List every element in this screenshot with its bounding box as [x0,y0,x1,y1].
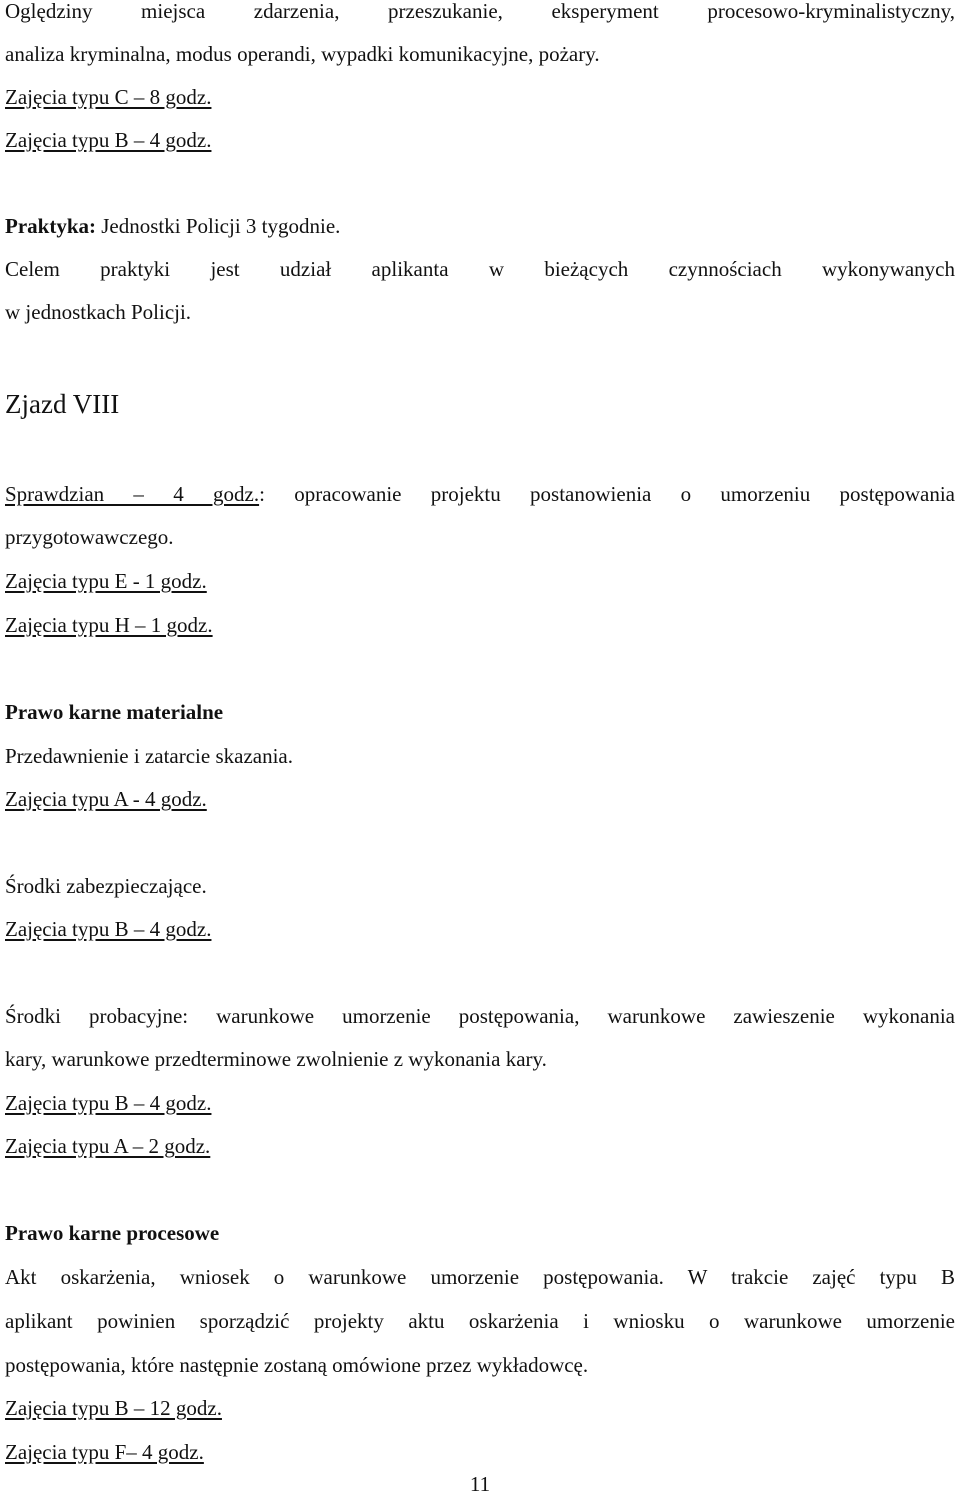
topic-limitation: Przedawnienie i zatarcie skazania. [5,744,294,768]
internship-goal-line-2: w jednostkach Policji. [5,300,192,324]
test-label: Sprawdzian – 4 godz. [5,482,260,506]
topic-probation-line-1: Środki probacyjne: warunkowe umorzenie postępowania, warunkowe zawieszenie wykonania [5,1004,955,1028]
page-number: 11 [469,1472,491,1496]
class-type-f-hours: Zajęcia typu F– 4 godz. [5,1440,204,1464]
section-heading-zjazd: Zjazd VIII [5,389,120,419]
internship-goal-line-1: Celem praktyki jest udział aplikanta w bieżących czynnościach wykonywanych [5,257,955,281]
class-type-e-hours: Zajęcia typu E - 1 godz. [5,569,207,593]
test-line-1 [5,479,955,509]
intro-topics-line-1: Oględziny miejsca zdarzenia, przeszukanie, eksperyment procesowo-kryminalistyczny, [5,0,955,23]
internship-text: Jednostki Policji 3 tygodnie. [96,214,341,238]
internship-line [5,211,340,241]
test-description: : opracowanie projektu postanowienia o umorzeniu postępowania [259,482,955,506]
procedure-text-line-1: Akt oskarżenia, wniosek o warunkowe umorzenie postępowania. W trakcie zajęć typu B [5,1265,955,1289]
class-type-b-hours-2: Zajęcia typu B – 4 godz. [5,917,212,941]
class-type-b-hours-4: Zajęcia typu B – 12 godz. [5,1396,222,1420]
class-type-a-hours-2: Zajęcia typu A – 2 godz. [5,1134,211,1158]
topic-security-measures: Środki zabezpieczające. [5,874,207,898]
test-line-2: przygotowawczego. [5,525,174,549]
class-type-c-hours: Zajęcia typu C – 8 godz. [5,85,212,109]
procedure-text-line-2: aplikant powinien sporządzić projekty aktu oskarżenia i wniosku o warunkowe umorzenie [5,1309,955,1333]
class-type-a-hours: Zajęcia typu A - 4 godz. [5,787,207,811]
heading-substantive-criminal-law: Prawo karne materialne [5,700,224,724]
class-type-b-hours: Zajęcia typu B – 4 godz. [5,128,212,152]
internship-label: Praktyka: [5,214,96,238]
heading-criminal-procedure: Prawo karne procesowe [5,1221,220,1245]
procedure-text-line-3: postępowania, które następnie zostaną omówione przez wykładowcę. [5,1353,589,1377]
intro-topics-line-2: analiza kryminalna, modus operandi, wypadki komunikacyjne, pożary. [5,42,600,66]
topic-probation-line-2: kary, warunkowe przedterminowe zwolnienie z wykonania kary. [5,1047,547,1071]
class-type-h-hours: Zajęcia typu H – 1 godz. [5,613,213,637]
class-type-b-hours-3: Zajęcia typu B – 4 godz. [5,1091,212,1115]
